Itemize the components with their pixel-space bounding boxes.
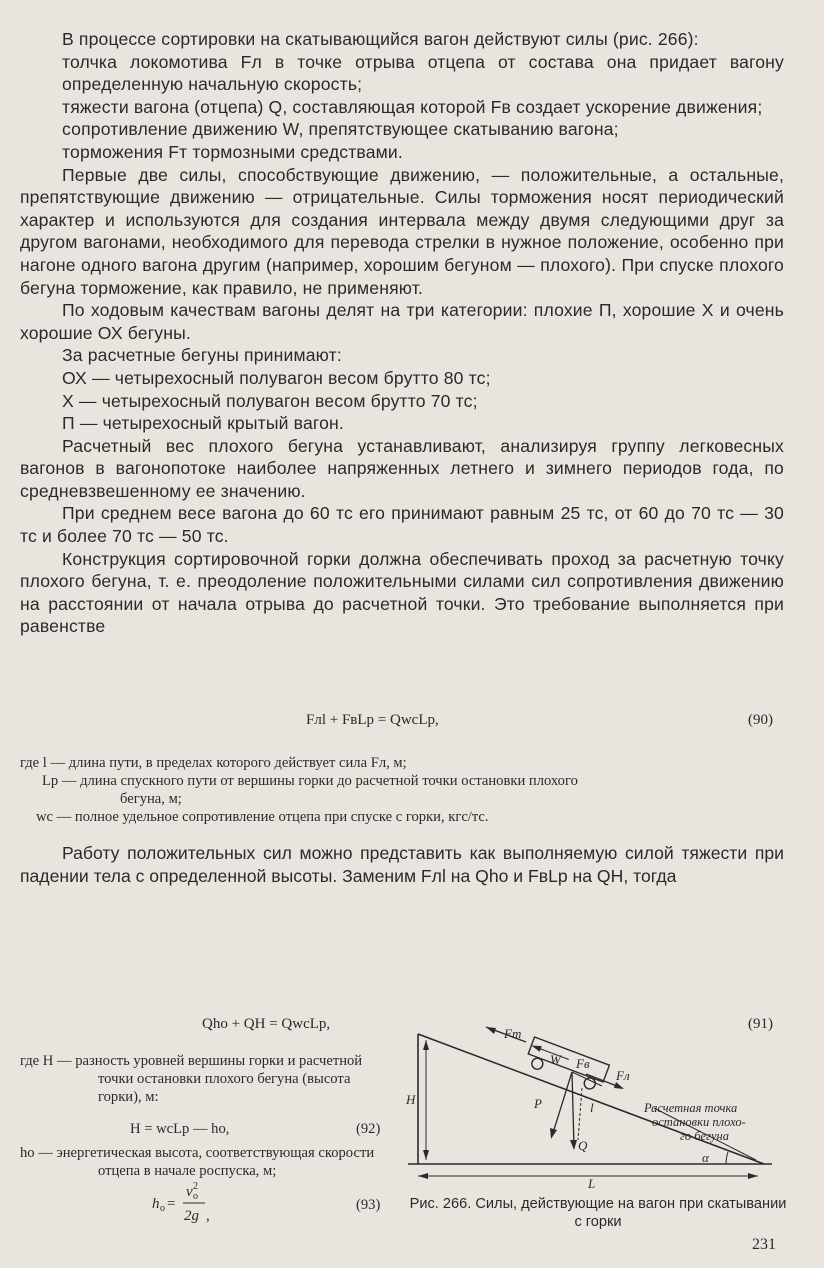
label-Fl: Fл <box>616 1068 630 1083</box>
definition-H: где H — разность уровней вершины горки и расчетной точки остановки плохого бегуна (высота горки), м: <box>20 1053 363 1105</box>
svg-text:о: о <box>193 1191 198 1202</box>
definition-ho: hо — энергетическая высота, соответствующая скорости отцепа в начале роспуска, м; <box>20 1145 375 1179</box>
definition-lp-cont: бегуна, м; <box>120 791 182 807</box>
equation-90-number: (90) <box>748 712 773 728</box>
runner-p: П — четырехосный крытый вагон. <box>62 413 344 434</box>
label-alpha: α <box>702 1150 709 1165</box>
equation-90: Fлl + FвLр = QwсLр, <box>306 712 439 728</box>
label-calc-point-3: го бегуна <box>680 1129 729 1143</box>
label-l: l <box>590 1100 594 1115</box>
runner-ox: ОХ — четырехосный полувагон весом брутто 80 тс; <box>62 367 491 388</box>
force-q-arrow <box>572 1072 574 1148</box>
paragraph-work <box>20 842 784 887</box>
definitions-90 <box>20 754 784 826</box>
equation-91-number: (91) <box>748 1016 773 1032</box>
equation-93-row <box>20 1180 392 1224</box>
paragraph-design-runners: За расчетные бегуны принимают: <box>62 345 342 366</box>
svg-text:,: , <box>206 1208 210 1224</box>
label-calc-point-1: Расчетная точка <box>644 1101 738 1115</box>
paragraph-work-text: Работу положительных сил можно представить как выполняемую силой тяжести при падении тела с определенной высоты. Заменим Fлl на Qhо и FвLр на QH, тогда <box>20 843 784 886</box>
equation-92-row <box>20 1106 392 1140</box>
svg-text:h: h <box>152 1196 160 1212</box>
paragraph-weight: Расчетный вес плохого бегуна устанавливают, анализируя группу легковесных вагонов в вагонопотоке наиболее напряженных летнего и зимнего периодов года, по средневзвешенному ее значению. <box>20 435 784 501</box>
paragraph-average-weight: При среднем весе вагона до 60 тс его принимают равным 25 тс, от 60 до 70 тс — 30 тс и более 70 тс — 50 тс. <box>20 503 784 547</box>
wagon <box>524 1037 609 1093</box>
label-L: L <box>588 1176 596 1191</box>
paragraph-categories: По ходовым качествам вагоны делят на три категории: плохие П, хорошие Х и очень хорошие ОХ бегуны. <box>20 300 784 343</box>
figure-266 <box>406 1012 786 1192</box>
definition-lp: Lр — длина спускного пути от вершины горки до расчетной точки остановки плохого <box>42 773 578 789</box>
force-item-locomotive: толчка локомотива Fл в точке отрыва отцепа от состава она придает вагону определенную начальную скорость; <box>62 51 784 95</box>
figure-caption: Рис. 266. Силы, действующие на вагон при скатывании с горки <box>409 1196 787 1230</box>
label-Q: Q <box>578 1138 588 1153</box>
label-H: H <box>406 1092 416 1107</box>
svg-text:2: 2 <box>193 1181 198 1192</box>
equation-93 <box>150 1180 290 1226</box>
svg-text:2g: 2g <box>184 1208 199 1224</box>
force-p-arrow <box>552 1072 572 1136</box>
page-number: 231 <box>752 1236 776 1253</box>
definition-l: где l — длина пути, в пределах которого действует сила Fл, м; <box>20 755 407 771</box>
svg-text:о: о <box>160 1203 165 1214</box>
paragraph-construction: Конструкция сортировочной горки должна обеспечивать проход за расчетную точку плохого бегуна, т. е. преодоление положительными силами сил сопротивления движению на расстоянии от начала отрыва до расчетной точки. Это требование выполняется при равенстве <box>20 548 784 637</box>
label-Fv: Fв <box>576 1056 590 1071</box>
label-P: P <box>534 1096 542 1111</box>
left-column <box>20 1052 392 1224</box>
main-text <box>20 28 784 638</box>
label-calc-point-2: остановки плохо- <box>652 1115 746 1129</box>
force-item-resistance: сопротивление движению W, препятствующее скатыванию вагона; <box>62 119 619 140</box>
paragraph-forces: Первые две силы, способствующие движению, — положительные, а остальные, препятствующие движению — отрицательные. Силы торможения носят периодический характер и используются для создания интервала между двумя следующими друг за другом вагонами, необходимого для перевода стрелки в нужное положение, особенно при нагоне одного вагона другим (например, хорошим бегуном — плохого). При спуске плохого бегуна торможение, как правило, не применяют. <box>20 164 784 298</box>
force-item-gravity: тяжести вагона (отцепа) Q, составляющая которой Fв создает ускорение движения; <box>62 96 763 117</box>
svg-text:=: = <box>167 1196 176 1212</box>
paragraph-intro: В процессе сортировки на скатывающийся вагон действуют силы (рис. 266): <box>62 29 699 49</box>
equation-93-number: (93) <box>356 1197 381 1213</box>
equation-92-number: (92) <box>356 1121 381 1137</box>
runner-x: Х — четырехосный полувагон весом брутто 70 тс; <box>62 390 478 411</box>
svg-text:v: v <box>186 1184 193 1200</box>
definition-wc: wс — полное удельное сопротивление отцепа при спуске с горки, кгс/тс. <box>36 809 489 825</box>
label-Ft: Fт <box>504 1026 522 1041</box>
label-W: W <box>550 1052 561 1067</box>
equation-92: H = wсLр — hо, <box>130 1121 230 1137</box>
equation-91: Qhо + QH = QwсLр, <box>202 1016 331 1032</box>
slope-line <box>418 1034 764 1164</box>
force-item-braking: торможения Fт тормозными средствами. <box>62 141 403 162</box>
